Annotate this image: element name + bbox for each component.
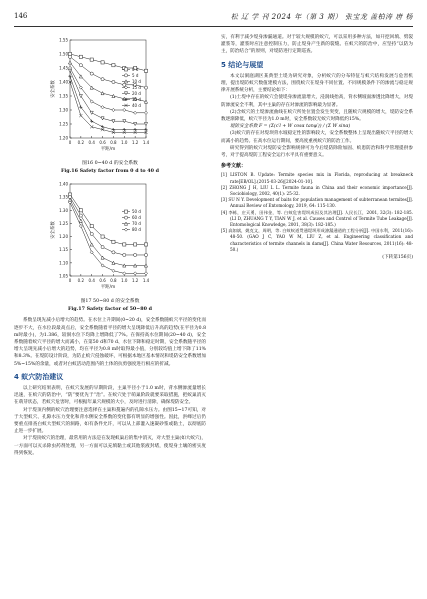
data-point bbox=[68, 61, 71, 64]
data-point bbox=[79, 214, 82, 217]
legend-marker bbox=[124, 210, 127, 213]
legend-marker bbox=[124, 216, 127, 219]
data-point bbox=[144, 86, 147, 89]
header-rule bbox=[14, 26, 413, 27]
left-paragraph-3: 对于堤顶内侧的蚁穴治理要注意选择在主巢和蔓遍内的孔隙水压力。由图15~17可知，对于大型蚁穴、孔隙水压力变化和背水侧安全系数的变化都有明显的增强性。因此，洪峰过后仍要重点排查白蚁大型蚁穴的洞路，如有条件允许，可以从上部灌入速凝砂浆或黏土，以彻底防止进一步扩展。 bbox=[14, 407, 206, 435]
legend-label: 40 d bbox=[132, 102, 141, 108]
data-point bbox=[79, 64, 82, 67]
legend-label: 50 d bbox=[132, 209, 141, 215]
x-tick-label: 0 bbox=[68, 140, 72, 145]
y-tick-label: 1.10 bbox=[59, 260, 68, 266]
x-tick-label: 0.8 bbox=[110, 140, 117, 145]
legend-marker bbox=[124, 74, 127, 77]
reference-5: [5] 高如斌，姚克文，周明，等. 白蚁蚁道贯通堤坝形成渗漏通道的工程分析[J]. 中国水利，2011(16): 48-50. (GAO J C, YAO W M, LIU Z, et al. Engineering classification and characteristics of termite channels in dams[J]. China Water Resources, 2011(16): 48-50.) bbox=[221, 228, 413, 252]
data-point bbox=[101, 92, 104, 95]
legend-label: 30 d bbox=[132, 96, 141, 102]
figure-16-caption-en: Fig.16 Safety factor from 0 d to 40 d bbox=[60, 168, 159, 175]
data-point bbox=[112, 240, 115, 243]
right-paragraph-1: 实，有利于减少堤身渗漏通道。对于较大规模的蚁穴，可以采用多种方法，如开挖回填、劈裂灌浆等，灌浆时应注意控制压力，防止堤身产生新的裂缝。在蚁穴的防治中，应坚持“以防为主，防治结合”的原则，对堤防进行定期巡查。 bbox=[221, 35, 413, 55]
data-point bbox=[134, 243, 137, 246]
data-point bbox=[90, 120, 93, 123]
right-paragraph-3: (1)土堤中存在的蚁穴会使堤身渗流量增大，浸润线抬高，背水侧坡面渗透比降增大，对堤防渗流安全不利，其中主巢的存在对渗流的影响最为显著。 bbox=[221, 95, 413, 108]
data-point bbox=[101, 246, 104, 249]
data-point bbox=[101, 61, 104, 64]
x-tick-label: 0.4 bbox=[88, 140, 95, 145]
data-point bbox=[134, 254, 137, 257]
y-tick-label: 1.25 bbox=[59, 221, 68, 227]
legend-label: 70 d bbox=[132, 221, 141, 227]
x-tick-label: 0.2 bbox=[77, 140, 85, 145]
data-point bbox=[101, 106, 104, 109]
data-point bbox=[112, 64, 115, 67]
legend-marker bbox=[124, 68, 127, 71]
x-tick-label: 1.4 bbox=[142, 278, 150, 284]
x-tick-label: 1.0 bbox=[121, 278, 128, 284]
data-point bbox=[90, 125, 93, 128]
page-number: 146 bbox=[14, 12, 28, 20]
x-tick-label: 0.8 bbox=[110, 278, 117, 284]
data-point bbox=[144, 272, 147, 275]
reference-3: [3] SU N Y. Development of baits for population management of subterranean termites[J]. Annual Review of Entomology, 2019, 64: 115-130. bbox=[221, 197, 413, 209]
data-point bbox=[90, 72, 93, 75]
section-5-title: 5 结论与展望 bbox=[221, 60, 264, 69]
reference-2: [2] ZHONG J H, LIU L L. Termite fauna in China and their economic importance[J]. Sociobiology, 2002, 40(1): 25-32. bbox=[221, 184, 413, 197]
data-point bbox=[123, 272, 126, 275]
y-tick-label: 1.30 bbox=[59, 207, 68, 213]
legend-label: 5 d bbox=[132, 72, 139, 78]
data-point bbox=[79, 209, 82, 212]
y-tick-label: 1.45 bbox=[59, 65, 68, 71]
data-point bbox=[144, 111, 147, 114]
data-point bbox=[101, 128, 104, 131]
data-point bbox=[112, 108, 115, 111]
figure-16 bbox=[14, 34, 206, 159]
legend-label: 10 d bbox=[132, 78, 141, 84]
data-point bbox=[79, 114, 82, 117]
data-point bbox=[68, 69, 71, 72]
data-point bbox=[79, 55, 82, 58]
x-axis-label: 平距/m bbox=[100, 285, 116, 291]
data-point bbox=[90, 243, 93, 246]
x-tick-label: 0.6 bbox=[99, 278, 106, 284]
y-tick-label: 1.35 bbox=[59, 93, 68, 99]
x-tick-label: 0 bbox=[68, 278, 72, 284]
y-tick-label: 1.15 bbox=[59, 247, 68, 253]
data-point bbox=[68, 75, 71, 78]
figure-17-caption-cn: 图17 50~80 d 的安全系数 bbox=[80, 299, 140, 305]
legend-marker bbox=[124, 228, 127, 231]
data-point bbox=[112, 261, 115, 264]
x-tick-label: 1.4 bbox=[142, 140, 150, 145]
data-point bbox=[123, 108, 126, 111]
data-point bbox=[144, 69, 147, 72]
legend-label: 0 d bbox=[132, 66, 139, 72]
data-point bbox=[112, 251, 115, 254]
data-point bbox=[79, 106, 82, 109]
page-header bbox=[14, 12, 413, 26]
data-point bbox=[144, 243, 147, 246]
data-point bbox=[79, 225, 82, 228]
right-paragraph-2: 本文以洞庭湖区某典型土堤为研究对象，分析蚁穴的分布特征与蚁穴结构发展与危害机理，提出堤防蚁穴数值建模方法，围绕蚁穴在堤身不同位置、不同规模条件下的渗流与稳定规律开展系统分析，主要结论如下： bbox=[221, 73, 413, 94]
data-point bbox=[101, 125, 104, 128]
y-axis-label: 安全系数 bbox=[51, 221, 56, 239]
figure-16-caption-cn: 图16 0~40 d 的安全系数 bbox=[82, 161, 138, 167]
y-tick-label: 1.50 bbox=[59, 51, 68, 57]
x-tick-label: 1.0 bbox=[121, 140, 128, 145]
data-point bbox=[90, 111, 93, 114]
section-4-title: 4 蚁穴防治建议 bbox=[14, 372, 64, 381]
y-tick-label: 1.20 bbox=[59, 234, 68, 240]
reference-4: [4] 李栋，庄天勇，田伟金，等. 白蚁危害堤坝成因及其治理[J]. 人民长江，2001, 32(3): 182-185. (LI D, ZHUANG T Y, TIAN W J, et al. Causes and Control of Termite Tube Leakage[J]. Entomological Knowledge, 2001, 38(3): 182-185.) bbox=[221, 209, 413, 228]
legend-label: 20 d bbox=[132, 90, 141, 96]
data-point bbox=[123, 243, 126, 246]
right-column bbox=[221, 34, 413, 261]
left-paragraph-2: 以上研究结果表明，在蚁穴发展的早期阶段，主巢半径小于1.0 m时，背水侧渗流量增长迅速，在蚁穴的防治中，“防”要优先于“治”。在蚁穴处于萌巢阶段就要采取措施，把蚁巢消灭在萌芽状态，若蚁穴危害时，可根据年巢穴规模的大小，及时进行清除，确保堤防安全。 bbox=[14, 386, 206, 406]
data-point bbox=[112, 269, 115, 272]
reference-1: [1] LISTON B. Update: Termite species mix in Florida, reproducing at breakneck rate[EB/OL].(2015-03-26)[2024-01-10]. bbox=[221, 172, 413, 184]
data-point bbox=[79, 94, 82, 97]
data-point bbox=[112, 128, 115, 131]
data-point bbox=[90, 225, 93, 228]
legend-label: 80 d bbox=[132, 227, 141, 233]
data-point bbox=[101, 235, 104, 238]
x-axis-label: 平距/m bbox=[100, 147, 116, 152]
data-point bbox=[68, 55, 71, 58]
safety-factor-formula: 堤防安全系数 F = (Σ(c′l + W cosα tanφ′)) / (Σ W sinα) bbox=[230, 124, 351, 130]
data-point bbox=[123, 128, 126, 131]
data-point bbox=[79, 219, 82, 222]
y-tick-label: 1.40 bbox=[59, 79, 68, 85]
data-point bbox=[134, 111, 137, 114]
data-point bbox=[123, 83, 126, 86]
legend-label: 60 d bbox=[132, 215, 141, 221]
data-point bbox=[112, 80, 115, 83]
y-tick-label: 1.30 bbox=[59, 107, 68, 113]
data-point bbox=[123, 254, 126, 257]
right-paragraph-4: (2)含蚁穴的土堤渗流曲线在蚁穴所处位置会发生突变，且随蚁穴规模的增大，堤防安全系数逐渐降低，蚁穴半径为1.0 m时，安全系数较无蚁穴时降低约15%。 bbox=[221, 109, 413, 123]
data-point bbox=[144, 254, 147, 257]
running-title: 松 辽 学 刊 2024 年（第 3 期） 张宝龙 盖柏涛 唐 杨 bbox=[230, 13, 413, 21]
data-point bbox=[112, 94, 115, 97]
y-tick-label: 1.40 bbox=[59, 181, 68, 187]
figure-17 bbox=[14, 178, 206, 297]
y-tick-label: 1.05 bbox=[59, 273, 68, 279]
x-tick-label: 0.4 bbox=[88, 278, 95, 284]
y-tick-label: 1.20 bbox=[59, 135, 68, 141]
continued-note: (下转第156页) bbox=[382, 255, 413, 261]
legend-label: 15 d bbox=[132, 84, 141, 90]
data-point bbox=[90, 233, 93, 236]
figure-16-chart bbox=[14, 34, 206, 156]
left-paragraph-4: 对于堤顶蚁穴的治理，最常用的方法是在发现蚁巢后的集中消灭，对大型主巢(如大蚁穴)，一方面可以灭杀除虫药剂处理，另一方面可以充填黏土或其他浆液封堵，使堤身土壤的密实度得到恢复。 bbox=[14, 436, 206, 456]
data-point bbox=[134, 272, 137, 275]
x-tick-label: 0.6 bbox=[99, 140, 106, 145]
y-tick-label: 1.25 bbox=[59, 121, 68, 127]
data-point bbox=[101, 78, 104, 81]
left-column bbox=[14, 34, 206, 457]
left-paragraph-1: 系数呈现先减小后增大的趋势。在水位上升期间(0~20 d)，安全系数随蚁穴平径的变化而逐步不大，在水位段最高点后，安全系数随着平径的增大呈现降低后升高的趋势(在平径为0.8 m时最小)，为1.386，较洞水位下均降上增降低了7%。在保持高水位期间(20~40 d)，安全系数随着蚁穴平径的增大而减小，在第50 d和70 d、水位下降和稳定时期，安全系数随平径的增大呈现先减小后增大的趋势，均在平径为0.8 m时取得最小值，分别较均值上增下降了11%和8.3%。在堤防设计阶段，为防止蚁穴侵蚀破坏，可根据本地区基本情况和堤防安全系数增加5%~15%的余量，或者对白蚁活动范围内的土体的抗剪强度进行相应的折减。 bbox=[14, 318, 206, 367]
x-tick-label: 0.2 bbox=[77, 278, 85, 284]
right-paragraph-6: 研究得到的蚁穴对堤防安全影响规律可为今后堤防除险加固、蚁患防治和科学管理提供参考，对于提高堤防工程安全运行水平具有重要意义。 bbox=[221, 145, 413, 159]
data-point bbox=[101, 117, 104, 120]
data-point bbox=[134, 128, 137, 131]
figure-17-chart bbox=[14, 178, 206, 294]
x-tick-label: 1.2 bbox=[131, 278, 139, 284]
figure-17-caption-en: Fig.17 Safety factor of 50~80 d bbox=[68, 306, 152, 313]
data-point bbox=[144, 128, 147, 131]
references-title: 参考文献： bbox=[221, 163, 247, 170]
y-axis-label: 安全系数 bbox=[51, 80, 56, 98]
y-tick-label: 1.55 bbox=[59, 37, 68, 43]
right-paragraph-5: (3)蚁穴的存在对堤坝背水坡稳定性的影响较大，安全系数整体上呈现出随蚁穴平径的增大而减小的趋势。在高水位运行期间，要高度重视蚁穴的防治工作。 bbox=[221, 131, 413, 144]
y-tick-label: 1.35 bbox=[59, 194, 68, 200]
x-tick-label: 1.2 bbox=[131, 140, 139, 145]
data-point bbox=[90, 58, 93, 61]
data-point bbox=[144, 100, 147, 103]
